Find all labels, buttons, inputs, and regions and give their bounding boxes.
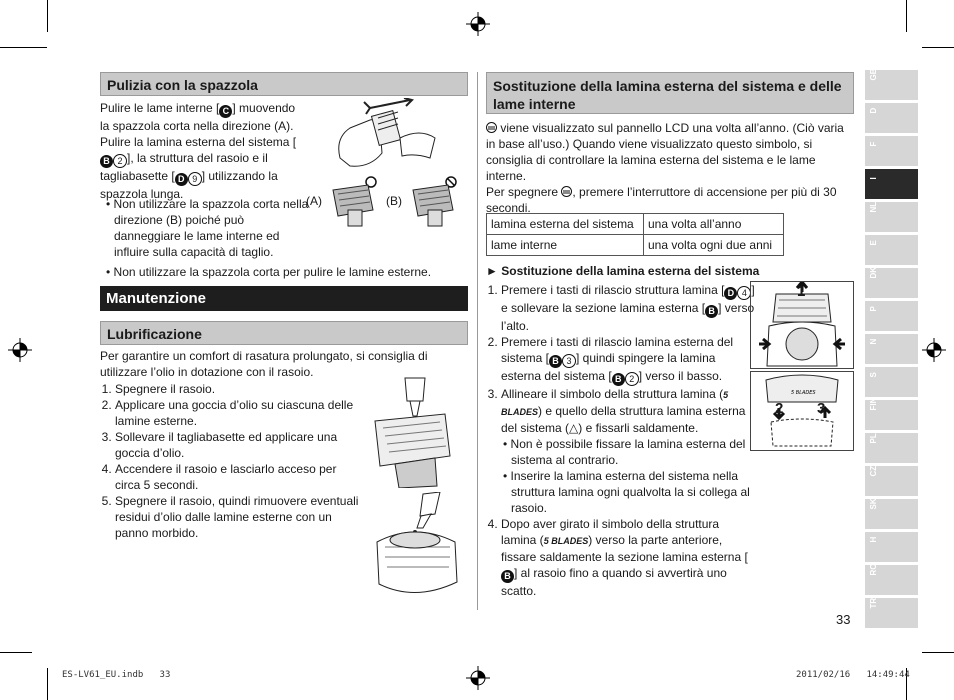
tab-ro[interactable]: [865, 565, 918, 595]
note-bullet: • Inserire la lamina esterna del sistema nella struttura lamina ogni qualvolta la si collega al rasoio.: [511, 468, 757, 516]
registration-mark-left: [8, 338, 32, 362]
foil-replacement-steps: [486, 282, 757, 599]
badge-d: D: [724, 287, 737, 300]
registration-mark-right: [922, 338, 946, 362]
label-direction-a: (A): [306, 194, 322, 208]
alignment-notes: [501, 436, 757, 516]
tab-label: SK: [869, 498, 878, 510]
replacement-symbol-icon: [561, 186, 572, 197]
text-run: viene visualizzato sul pannello LCD una volta all’anno. (Ciò varia in base all’uso.) Quando viene visualizzato questo simbolo, si consiglia di controllare la lamina esterna del sistema e le lame interne.: [486, 121, 844, 183]
step-item: 1. Spegnere il rasoio.: [115, 381, 365, 397]
section-heading-lubrication: Lubrificazione: [100, 321, 468, 345]
tab-h[interactable]: [865, 532, 918, 562]
tab-gb[interactable]: [865, 70, 918, 100]
figure-step-3: 3: [817, 400, 826, 417]
tab-tr[interactable]: [865, 598, 918, 628]
tab-label: PL: [869, 433, 878, 444]
tab-label: F: [869, 141, 878, 147]
text-run: ] muovendo la spazzola corta nella direzione (A). Pulire la lamina esterna del sistema [: [100, 101, 297, 149]
text-run: ] e sollevare la sezione lamina esterna [: [501, 283, 755, 315]
text-run: ] al rasoio fino a quando si avvertirà uno scatto.: [501, 566, 727, 598]
tab-label: H: [869, 536, 878, 543]
num-4: 4: [737, 286, 751, 300]
badge-b: B: [705, 305, 718, 318]
badge-b: B: [612, 373, 625, 386]
lubrication-steps: [100, 381, 365, 541]
trimmer-oil-illustration: [365, 492, 465, 602]
tab-label: GB: [869, 68, 878, 81]
table-row: [487, 214, 784, 235]
footer-file-info: ES-LV61_EU.indb 33: [62, 670, 171, 680]
brush-cleaning-text: [100, 100, 300, 202]
tab-n[interactable]: [865, 334, 918, 364]
figure-release-foil: [750, 281, 854, 369]
step-item: 5. Spegnere il rasoio, quindi rimuovere eventuali residui d’olio dalle lamine esterne con un panno morbido.: [115, 493, 365, 541]
language-tabs: [865, 70, 918, 631]
text-run: ] verso il basso.: [638, 369, 723, 383]
table-cell: una volta all’anno: [644, 214, 784, 235]
tab-label: DK: [869, 266, 878, 279]
tab-dk[interactable]: [865, 268, 918, 298]
replacement-symbol-icon: [486, 122, 497, 133]
blades-logo: 5 BLADES: [501, 390, 729, 417]
num-2: 2: [113, 154, 127, 168]
table-row: [487, 235, 784, 256]
tab-s[interactable]: [865, 367, 918, 397]
tab-sk[interactable]: [865, 499, 918, 529]
registration-mark-bottom: [466, 666, 490, 690]
subheading-foil-replacement: [486, 264, 759, 278]
num-9: 9: [188, 172, 202, 186]
lubrication-intro: Per garantire un comfort di rasatura prolungato, si consiglia di utilizzare l’olio in dotazione con il rasoio.: [100, 349, 428, 379]
table-cell: lamina esterna del sistema: [487, 214, 644, 235]
svg-text:5 BLADES: 5 BLADES: [791, 390, 816, 396]
tab-label: RO: [869, 563, 878, 576]
note-bullet: • Non è possibile fissare la lamina esterna del sistema al contrario.: [511, 436, 757, 468]
text-run: Pulire le lame interne [: [100, 101, 220, 115]
tab-label: N: [869, 338, 878, 345]
figure-step-2: 2: [775, 400, 784, 417]
warning-bullet: • Non utilizzare la spazzola corta per pulire le lamine esterne.: [114, 264, 484, 280]
tab-label: TR: [869, 597, 878, 609]
text-run: Premere i tasti di rilascio struttura lamina [: [501, 283, 725, 297]
footer-timestamp: 2011/02/16 14:49:44: [796, 670, 910, 680]
text-run: ) verso la parte anteriore, fissare saldamente la sezione lamina esterna [: [501, 533, 748, 564]
num-3: 3: [562, 354, 576, 368]
badge-c: C: [219, 105, 232, 118]
badge-b: B: [100, 155, 113, 168]
tab-f[interactable]: [865, 136, 918, 166]
tab-p[interactable]: [865, 301, 918, 331]
tab-label: D: [869, 107, 878, 114]
text-run: ], la struttura del rasoio e il tagliabasette [: [100, 151, 268, 183]
column-divider: [477, 72, 478, 610]
warning-bullet: • Non utilizzare la spazzola corta nella direzione (B) poiché può danneggiare le lame interne ed influire sulla capacità di taglio.: [114, 196, 314, 260]
text-run: , premere l’interruttore di accensione per più di 30 secondi.: [486, 185, 837, 215]
table-cell: lame interne: [487, 235, 644, 256]
text-run: ) e quello della struttura lamina esterna del sistema (△) e fissarli saldamente.: [501, 404, 746, 435]
tab-fin[interactable]: [865, 397, 918, 430]
replacement-interval-table: [486, 213, 784, 256]
tab-cz[interactable]: [865, 466, 918, 496]
brush-warning-list-2: [100, 264, 484, 280]
step-item: [501, 282, 757, 334]
tab-label: CZ: [869, 465, 878, 477]
step-item: [501, 516, 757, 599]
badge-b: B: [549, 355, 562, 368]
text-run: Premere i tasti di rilascio lamina esterna del sistema [: [501, 335, 734, 365]
tab-e[interactable]: [865, 235, 918, 265]
section-heading-maintenance: Manutenzione: [100, 286, 468, 311]
text-run: Allineare il simbolo della struttura lamina (: [501, 387, 724, 401]
step-item: 4. Accendere il rasoio e lasciarlo acceso per circa 5 secondi.: [115, 461, 365, 493]
brush-direction-b-illustration: [408, 180, 458, 230]
tab-nl[interactable]: [865, 202, 918, 232]
text-run: ] quindi spingere la lamina esterna del sistema [: [501, 351, 716, 383]
tab-label: I: [869, 177, 878, 180]
step-item: [501, 386, 757, 516]
brush-hand-illustration: [330, 98, 445, 170]
tab-label: S: [869, 372, 878, 378]
tab-i[interactable]: [865, 169, 918, 199]
blades-logo: 5 BLADES: [543, 536, 589, 546]
text-run: Per spegnere: [486, 185, 562, 199]
tab-label: P: [869, 306, 878, 312]
tab-label: NL: [869, 201, 878, 213]
tab-label: E: [869, 240, 878, 246]
num-2: 2: [625, 372, 639, 386]
replacement-intro: [486, 120, 854, 216]
tab-label: FIN: [869, 397, 878, 411]
page-number: 33: [836, 612, 851, 627]
table-cell: una volta ogni due anni: [644, 235, 784, 256]
oil-application-illustration: [365, 376, 465, 488]
tab-d[interactable]: [865, 103, 918, 133]
tab-pl[interactable]: [865, 433, 918, 463]
subheading-text: Sostituzione della lamina esterna del sistema: [501, 264, 760, 278]
figure-step-1: 1: [797, 283, 806, 300]
foil-attach-drawing: [751, 372, 853, 450]
text-run: ] verso l’alto.: [501, 301, 755, 333]
triangle-arrow-icon: ►: [486, 264, 498, 278]
brush-warning-list: [100, 196, 314, 260]
figure-attach-foil: [750, 371, 854, 451]
section-heading-replacement: Sostituzione della lamina esterna del sistema e delle lame interne: [486, 72, 854, 114]
section-heading-brush-cleaning: Pulizia con la spazzola: [100, 72, 468, 96]
step-item: 2. Applicare una goccia d’olio su ciascuna delle lamine esterne.: [115, 397, 365, 429]
step-item: 3. Sollevare il tagliabasette ed applicare una goccia d’olio.: [115, 429, 365, 461]
badge-b: B: [501, 570, 514, 583]
text-run: Dopo aver girato il simbolo della struttura lamina (: [501, 517, 720, 547]
step-item: [501, 334, 757, 386]
text-run: ] utilizzando la spazzola lunga.: [100, 169, 278, 201]
badge-d: D: [175, 173, 188, 186]
label-direction-b: (B): [386, 194, 402, 208]
brush-direction-a-illustration: [328, 180, 378, 230]
registration-mark-top: [466, 12, 490, 36]
